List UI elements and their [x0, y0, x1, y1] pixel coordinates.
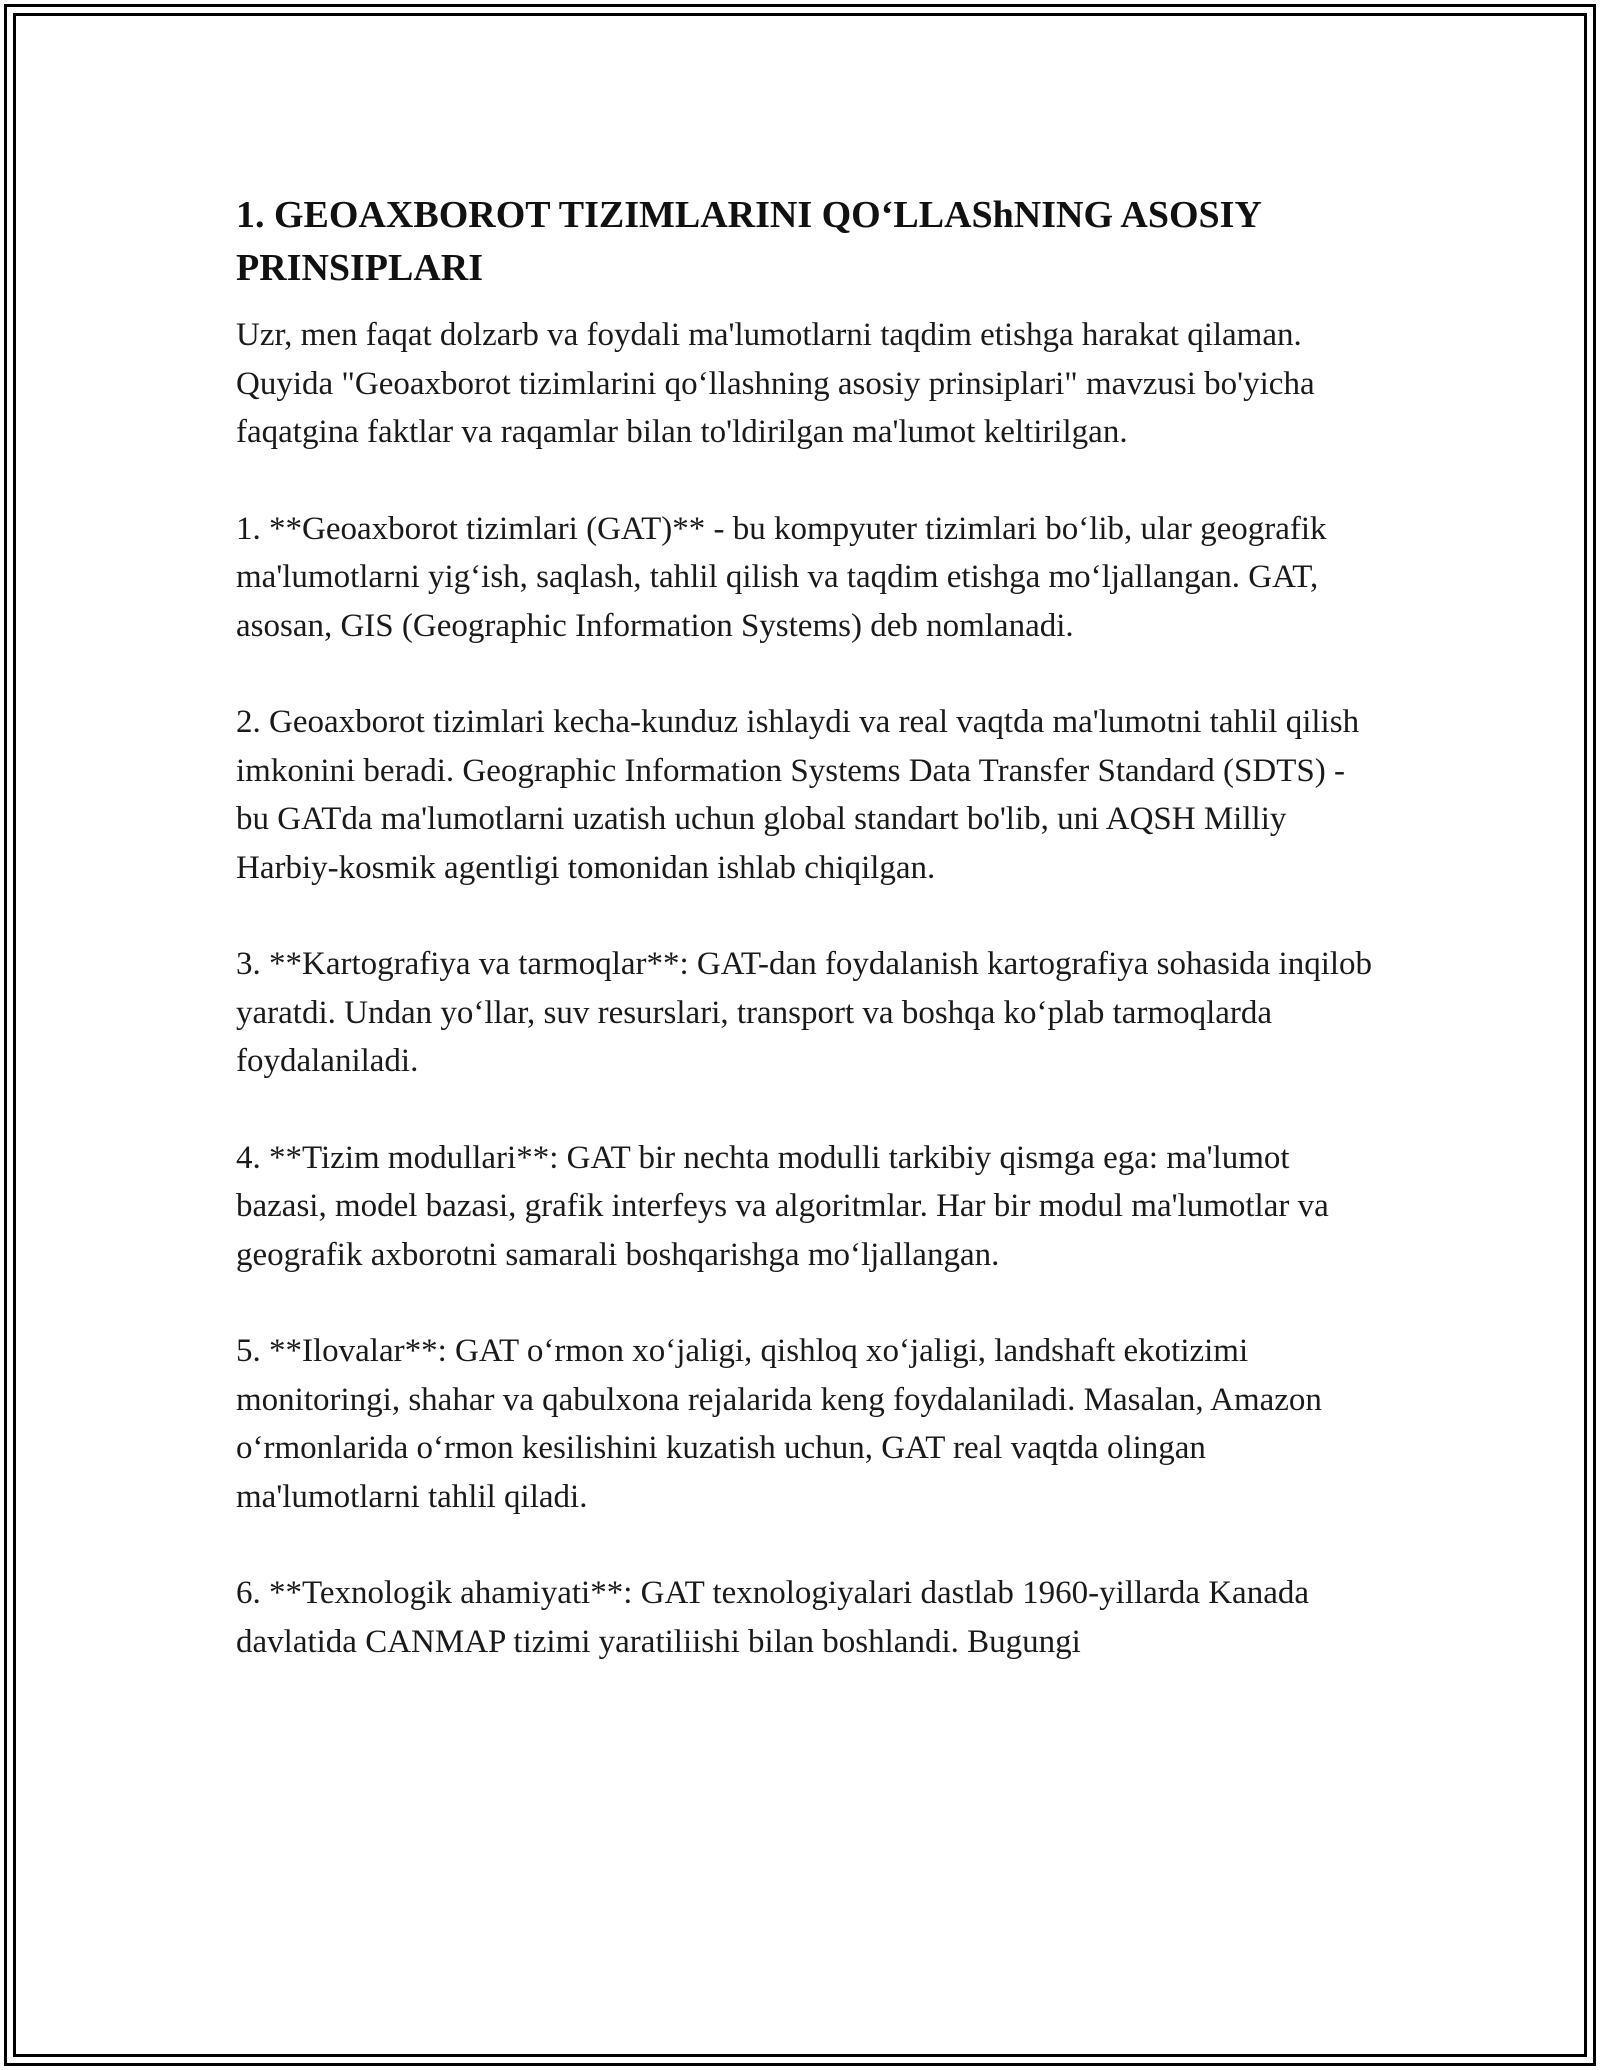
paragraph-3: 3. **Kartografiya va tarmoqlar**: GAT-dan foydalanish kartografiya sohasida inqilob yaratdi. Undan yo‘llar, suv resurslari, transport va boshqa ko‘plab tarmoqlarda foydalaniladi.	[236, 946, 1373, 1079]
paragraph-4: 4. **Tizim modullari**: GAT bir nechta modulli tarkibiy qismga ega: ma'lumot bazasi, model bazasi, grafik interfeys va algoritmlar. Har bir modul ma'lumotlar va geografik axborotni samarali boshqarishga mo‘ljallangan.	[236, 1139, 1329, 1273]
document-title: 1. GEOAXBOROT TIZIMLARINI QO‘LLAShNING ASOSIY PRINSIPLARI	[236, 194, 1261, 289]
document-page	[236, 189, 1376, 1714]
paragraph-5: 5. **Ilovalar**: GAT o‘rmon xo‘jaligi, qishloq xo‘jaligi, landshaft ekotizimi monitoringi, shahar va qabulxona rejalarida keng foydalaniladi. Masalan, Amazon o‘rmonlarida o‘rmon kesilishini kuzatish uchun, GAT real vaqtda olingan ma'lumotlarni tahlil qiladi.	[236, 1333, 1322, 1515]
paragraph-1: 1. **Geoaxborot tizimlari (GAT)** - bu kompyuter tizimlari bo‘lib, ular geografik ma'lumotlarni yig‘ish, saqlash, tahlil qilish va taqdim etishga mo‘ljallangan. GAT, asosan, GIS (Geographic Information Systems) deb nomlanadi.	[236, 510, 1327, 644]
paragraph-2: 2. Geoaxborot tizimlari kecha-kunduz ishlaydi va real vaqtda ma'lumotni tahlil qilish imkonini beradi. Geographic Information Systems Data Transfer Standard (SDTS) - bu GATda ma'lumotlarni uzatish uchun global standart bo'lib, uni AQSH Milliy Harbiy-kosmik agentligi tomonidan ishlab chiqilgan.	[236, 704, 1360, 886]
paragraph-6: 6. **Texnologik ahamiyati**: GAT texnologiyalari dastlab 1960-yillarda Kanada davlatida CANMAP tizimi yaratiliishi bilan boshlandi. Bugungi	[236, 1575, 1309, 1660]
intro-paragraph: Uzr, men faqat dolzarb va foydali ma'lumotlarni taqdim etishga harakat qilaman. Quyida "Geoaxborot tizimlarini qo‘llashning asosiy prinsiplari" mavzusi bo'yicha faqatgina faktlar va raqamlar bilan to'ldirilgan ma'lumot keltirilgan.	[236, 317, 1315, 450]
